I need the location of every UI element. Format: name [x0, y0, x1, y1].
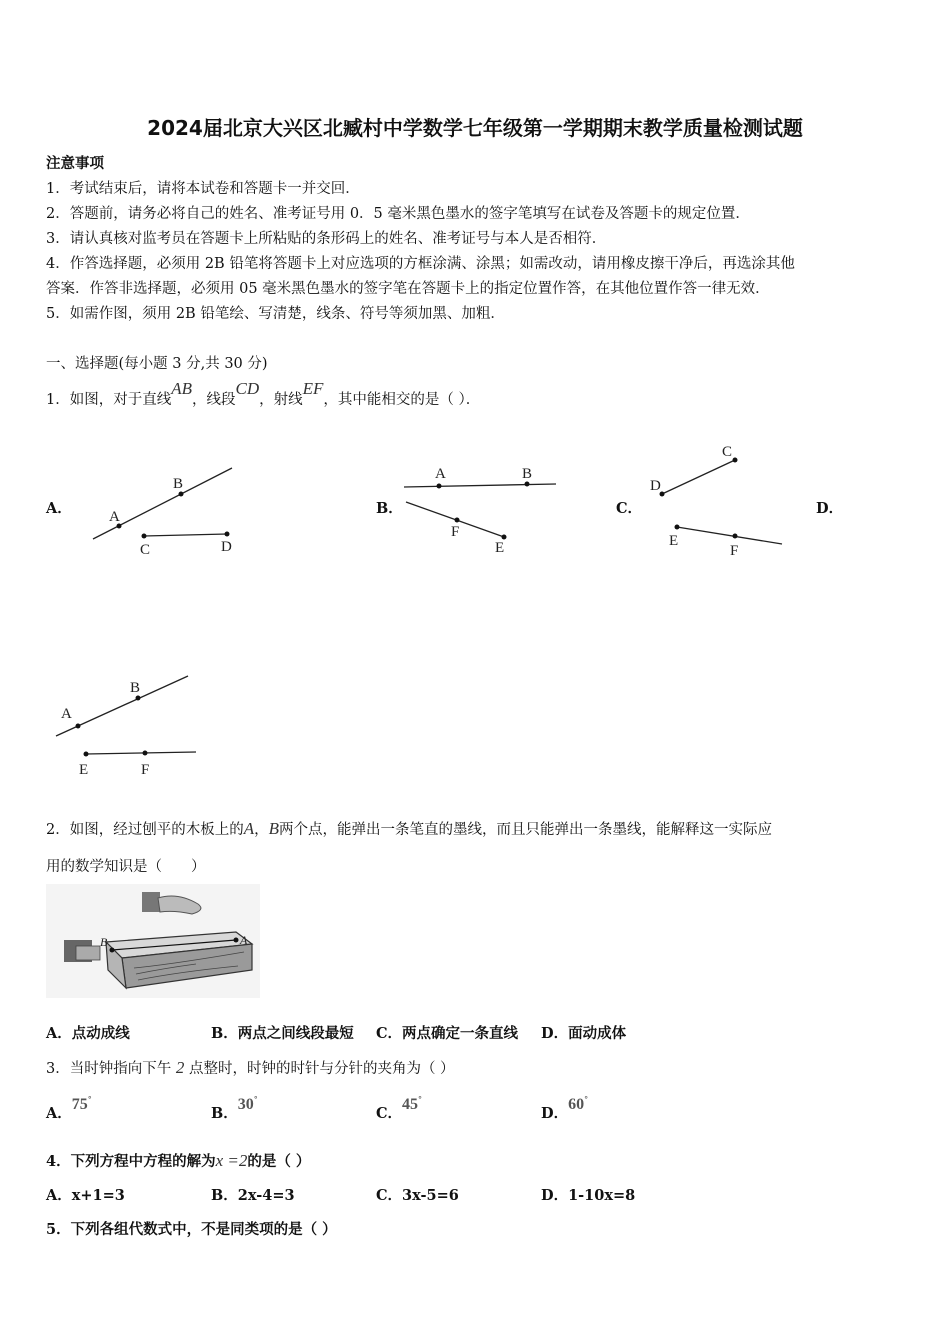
q1-option-d[interactable]: D．	[816, 500, 844, 517]
q2-plank-illustration	[46, 884, 260, 998]
q3-option-c[interactable]: C．45°	[376, 1094, 423, 1122]
notice-item: 4．作答选择题，必须用 2B 铅笔将答题卡上对应选项的方框涂满、涂黑；如需改动，请用橡皮擦干净后，再选涂其他	[46, 256, 795, 272]
q4-option-a[interactable]: A．x+1=3	[46, 1187, 125, 1204]
q2-option-b[interactable]: B．两点之间线段最短	[211, 1025, 354, 1042]
svg-text:B: B	[522, 466, 533, 482]
svg-text:D: D	[221, 539, 232, 555]
question-3-stem: 3．当时钟指向下午 2 点整时，时钟的时针与分针的夹角为（ ）	[46, 1058, 455, 1077]
q1-option-b[interactable]: B．	[376, 500, 403, 517]
svg-text:F: F	[730, 543, 739, 559]
q4-option-c[interactable]: C．3x-5=6	[376, 1187, 459, 1204]
svg-text:A: A	[61, 706, 72, 722]
var-ab: AB	[171, 379, 193, 398]
notice-item: 答案．作答非选择题，必须用 05 毫米黑色墨水的签字笔在答题卡上的指定位置作答，在其他位置作答一律无效．	[46, 281, 770, 297]
question-2-stem-line2: 用的数学知识是（ ）	[46, 859, 206, 875]
q2-option-d[interactable]: D．面动成体	[541, 1025, 627, 1042]
q1-figure-b	[398, 460, 562, 558]
notice-item: 5．如需作图，须用 2B 铅笔绘、写清楚，线条、符号等须加黑、加粗．	[46, 306, 505, 322]
svg-text:F: F	[451, 524, 460, 540]
question-1-stem: 1．如图，对于直线AB，线段CD，射线EF，其中能相交的是（ ）．	[46, 379, 481, 408]
var-ef: EF	[302, 379, 324, 398]
svg-text:A: A	[109, 509, 120, 525]
q3-option-d[interactable]: D．60°	[541, 1094, 589, 1122]
svg-text:B: B	[173, 476, 184, 492]
q3-option-b[interactable]: B．30°	[211, 1094, 258, 1122]
question-2-stem-line1: 2．如图，经过刨平的木板上的A，B两个点，能弹出一条笔直的墨线，而且只能弹出一条墨线，能解释这一实际应	[46, 819, 773, 838]
question-5-stem: 5．下列各组代数式中，不是同类项的是（ ）	[46, 1221, 337, 1238]
q1-figure-c	[644, 438, 788, 562]
question-4-stem: 4．下列方程中方程的解为x =2的是（ ）	[46, 1151, 311, 1170]
svg-text:A: A	[435, 466, 446, 482]
q1-option-a[interactable]: A．	[46, 500, 72, 517]
svg-text:A: A	[240, 933, 248, 947]
page-title: 2024届北京大兴区北臧村中学数学七年级第一学期期末教学质量检测试题	[147, 116, 803, 140]
q3-option-a[interactable]: A．75°	[46, 1094, 92, 1122]
svg-text:F: F	[141, 762, 150, 778]
notice-item: 3．请认真核对监考员在答题卡上所粘贴的条形码上的姓名、准考证号与本人是否相符．	[46, 231, 607, 247]
q4-option-d[interactable]: D．1-10x=8	[541, 1187, 636, 1204]
q1-figure-a	[86, 462, 242, 558]
svg-text:E: E	[79, 762, 89, 778]
svg-text:C: C	[722, 444, 733, 460]
q2-option-c[interactable]: C．两点确定一条直线	[376, 1025, 519, 1042]
notice-item: 2．答题前，请务必将自己的姓名、准考证号用 0．5 毫米黑色墨水的签字笔填写在试卷及答题卡的规定位置．	[46, 206, 750, 222]
svg-text:D: D	[650, 478, 661, 494]
notice-heading: 注意事项	[46, 155, 104, 172]
svg-text:B: B	[100, 935, 108, 949]
q2-option-a[interactable]: A．点动成线	[46, 1025, 130, 1042]
var-cd: CD	[235, 379, 260, 398]
svg-text:E: E	[669, 533, 679, 549]
q1-option-c[interactable]: C．	[616, 500, 643, 517]
notice-item: 1．考试结束后，请将本试卷和答题卡一并交回．	[46, 181, 360, 197]
svg-text:B: B	[130, 680, 141, 696]
section-heading: 一、选择题(每小题 3 分,共 30 分)	[46, 356, 268, 372]
q1-figure-d	[48, 670, 202, 782]
q4-option-b[interactable]: B．2x-4=3	[211, 1187, 295, 1204]
svg-text:E: E	[495, 540, 505, 556]
svg-text:C: C	[140, 542, 151, 558]
